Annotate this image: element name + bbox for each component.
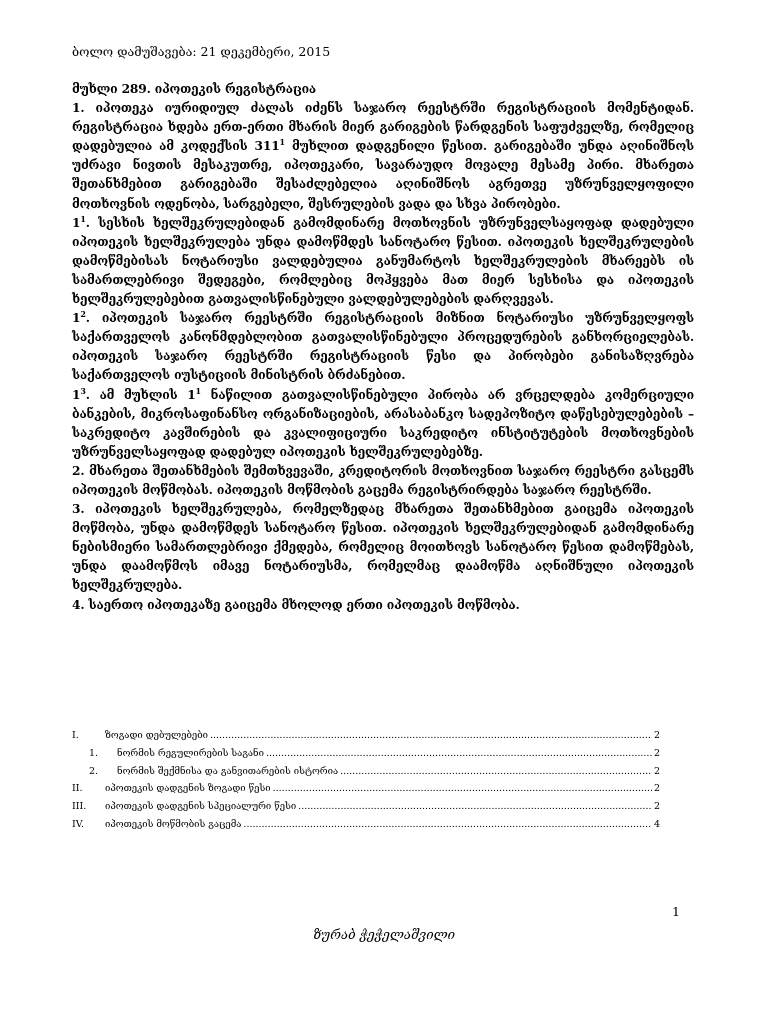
- paragraph-2: 2. მხარეთა შეთანხმების შემთხვევაში, კრედიტორის მოთხოვნით საჯარო რეესტრი გასცემს იპოთეკის მოწმობას. იპოთეკის მოწმობის გაცემა რეგისტრირდება საჯარო რეესტრში.: [72, 463, 694, 497]
- table-of-contents: [72, 730, 660, 837]
- paragraph-1-3-text: . ამ მუხლის 1: [85, 387, 196, 402]
- paragraph-1-3-rest: ნაწილით გათვალისწინებული პირობა არ ვრცელდება კომერციული ბანკების, მიკროსაფინანსო ორგანიზაციების, არასაბანკო სადეპოზიტო დაწესებულებების – საკრედიტო კავშირების და კვალიფიციური საკრედიტო ინსტიტუტების მოთხოვნების უზრუნველსაყოფად დადებულ იპოთეკის ხელშეკრულებებზე.: [72, 387, 694, 459]
- superscript: 1: [195, 385, 201, 396]
- toc-entry[interactable]: [72, 801, 660, 819]
- toc-entry[interactable]: [72, 766, 660, 784]
- toc-entry-page: 2: [653, 801, 660, 813]
- superscript: 1: [279, 137, 285, 148]
- article-title: იპოთეკის რეგისტრაცია: [154, 82, 316, 96]
- paragraph-1-2: [72, 309, 694, 385]
- toc-entry[interactable]: [72, 748, 660, 766]
- toc-entry-label: ნორმის შექმნისა და განვითარების ისტორია: [117, 765, 339, 777]
- toc-entry-number: 1.: [89, 747, 99, 759]
- paragraph-number: 1: [72, 387, 81, 402]
- toc-leader-dots: [340, 766, 652, 777]
- toc-entry[interactable]: [72, 819, 660, 837]
- toc-entry[interactable]: [72, 730, 660, 748]
- toc-entry[interactable]: [72, 783, 660, 801]
- toc-entry-number: II.: [72, 783, 83, 795]
- toc-entry-label: იპოთეკის დადგენის ზოგადი წესი: [105, 783, 271, 795]
- toc-entry-number: I.: [72, 730, 79, 741]
- toc-entry-label: ზოგადი დებულებები: [105, 730, 208, 741]
- toc-entry-page: 2: [653, 765, 660, 777]
- paragraph-1-1: [72, 214, 694, 309]
- toc-entry-label: იპოთეკის მოწმობის გაცემა: [105, 818, 242, 830]
- toc-leader-dots: [243, 819, 652, 830]
- paragraph-4: 4. საერთო იპოთეკაზე გაიცემა მხოლოდ ერთი იპოთეკის მოწმობა.: [72, 597, 520, 612]
- toc-entry-label: ნორმის რეგულირების საგანი: [117, 747, 264, 759]
- superscript: 3: [80, 385, 86, 396]
- superscript: 1: [80, 213, 86, 224]
- paragraph-1-1-text: . სესხის ხელშეკრულებიდან გამომდინარე მოთხოვნის უზრუნველსაყოფად დადებული იპოთეკის ხელშეკრულება უნდა დამოწმდეს სანოტარო წესით. იპოთეკის ხელშეკრულების დამოწმებისას ნოტარიუსი ვალდებულია განუმარტოს ხელშეკრულების მხარეებს ის სამართლებრივი შედეგები, რომლებიც მოჰყვება მათ მიერ სესხისა და იპოთეკის ხელშეკრულებებით გათვალისწინებული ვალდებულებების დარღვევას.: [72, 215, 694, 307]
- superscript: 2: [80, 309, 86, 320]
- footer-author: ზურაბ ჭეჭელაშვილი: [312, 928, 456, 943]
- toc-entry-number: III.: [72, 801, 87, 813]
- last-updated-date: ბოლო დამუშავება: 21 დეკემბერი, 2015: [72, 44, 331, 59]
- article-heading: [72, 80, 694, 99]
- paragraph-1-3: [72, 386, 694, 462]
- toc-entry-label: იპოთეკის დადგენის სპეციალური წესი: [105, 801, 297, 813]
- paragraph-1-text: 1. იპოთეკა იურიდიულ ძალას იძენს საჯარო რეესტრში რეგისტრაციის მომენტიდან. რეგისტრაცია ხდება ერთ-ერთი მხარის მიერ გარიგების წარდგენის საფუძველზე, რომელიც დადებულია ამ კოდექსის 311: [72, 101, 694, 154]
- toc-entry-page: 2: [653, 730, 660, 741]
- toc-leader-dots: [210, 730, 652, 741]
- article-number: მუხლი 289.: [72, 82, 155, 96]
- paragraph-1: [72, 99, 694, 214]
- article-body: [72, 80, 694, 615]
- toc-entry-number: IV.: [72, 818, 84, 830]
- toc-leader-dots: [273, 783, 652, 794]
- paragraph-1-2-text: . იპოთეკის საჯარო რეესტრში რეგისტრაციის მიზნით ნოტარიუსი უზრუნველყოფს საქართველოს კანონმდებლობით გათვალისწინებული პროცედურების განხორციელებას. იპოთეკის საჯარო რეესტრში რეგისტრაციის წესი და პირობები განისაზღვრება საქართველოს იუსტიციის მინისტრის ბრძანებით.: [72, 311, 694, 383]
- paragraph-1-rest: მუხლით დადგენილი წესით. გარიგებაში უნდა აღინიშნოს უძრავი ნივთის მესაკუთრე, იპოთეკარი, სავარაუდო მოვალე მესამე პირი. მხარეთა შეთანხმებით გარიგებაში შესაძლებელია აღინიშნოს აგრეთვე უზრუნველყოფილი მოთხოვნის ოდენობა, სარგებელი, შესრულების ვადა და სხვა პირობები.: [72, 139, 694, 211]
- page-number: 1: [672, 904, 680, 919]
- paragraph-number: 1: [72, 215, 81, 230]
- toc-entry-page: 4: [653, 818, 660, 830]
- toc-leader-dots: [266, 748, 652, 759]
- toc-entry-number: 2.: [89, 765, 99, 777]
- paragraph-number: 1: [72, 311, 81, 326]
- toc-entry-page: 2: [653, 783, 660, 795]
- toc-leader-dots: [298, 801, 652, 812]
- toc-entry-page: 2: [653, 747, 660, 759]
- paragraph-3: 3. იპოთეკის ხელშეკრულება, რომელზედაც მხარეთა შეთანხმებით გაიცემა იპოთეკის მოწმობა, უნდა დამოწმდეს სანოტარო წესით. იპოთეკის ხელშეკრულებიდან გამომდინარე ნებისმიერი სამართლებრივი ქმედება, რომელიც მოითხოვს სანოტარო წესით დამოწმებას, უნდა დაამოწმოს იმავე ნოტარიუსმა, რომელმაც დაამოწმა აღნიშნული იპოთეკის ხელშეკრულება.: [72, 502, 694, 593]
